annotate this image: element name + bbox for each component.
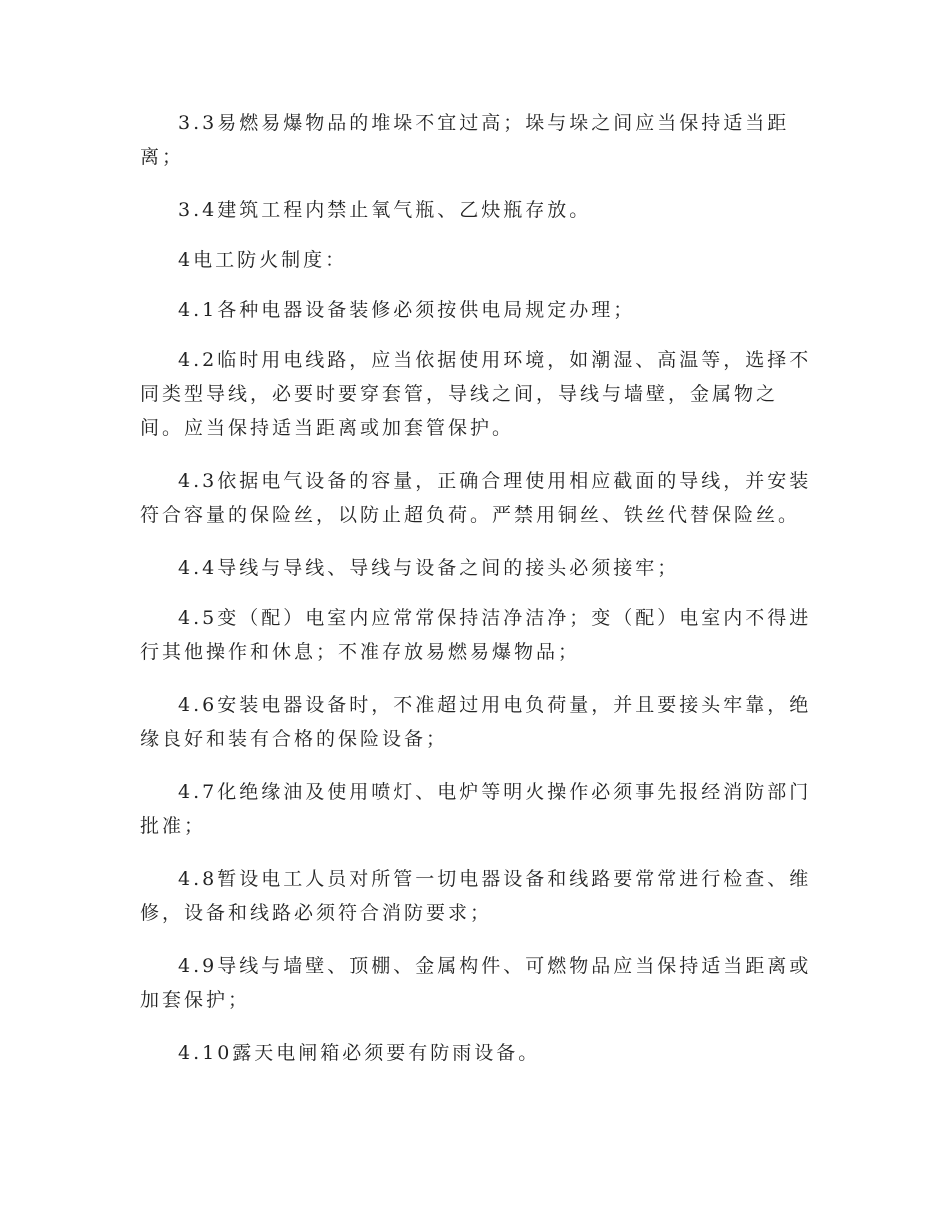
document-body: [140, 106, 812, 1089]
paragraph-3-4: [140, 193, 812, 227]
paragraph-line: 同类型导线，必要时要穿套管，导线之间，导线与墙壁，金属物之: [140, 383, 779, 405]
paragraph-4-8: [140, 862, 812, 930]
paragraph-line: 修，设备和线路必须符合消防要求；: [140, 902, 493, 924]
paragraph-3-3: [140, 106, 812, 174]
paragraph-line: 4.6安装电器设备时，不准超过用电负荷量，并且要接头牢靠，绝: [178, 694, 812, 716]
paragraph-4-1: [140, 293, 812, 327]
paragraph-line: 间。应当保持适当距离或加套管保护。: [140, 417, 515, 439]
paragraph-4-10: [140, 1036, 812, 1070]
paragraph-line: 批准；: [140, 815, 207, 837]
paragraph-line: 4.5变（配）电室内应常常保持洁净洁净；变（配）电室内不得进: [178, 607, 812, 629]
paragraph-line: 行其他操作和休息；不准存放易燃易爆物品；: [140, 641, 581, 663]
paragraph-4-7: [140, 775, 812, 843]
paragraph-line: 4.9导线与墙壁、顶棚、金属构件、可燃物品应当保持适当距离或: [178, 955, 812, 977]
paragraph-line: 4.1各种电器设备装修必须按供电局规定办理；: [178, 299, 636, 321]
paragraph-4-3: [140, 464, 812, 532]
paragraph-line: 4.3依据电气设备的容量，正确合理使用相应截面的导线，并安装: [178, 470, 812, 492]
paragraph-line: 4.4导线与导线、导线与设备之间的接头必须接牢；: [178, 557, 680, 579]
section-heading-4: [140, 243, 812, 277]
paragraph-line: 4.2临时用电线路，应当依据使用环境，如潮湿、高温等，选择不: [178, 349, 812, 371]
paragraph-4-9: [140, 949, 812, 1017]
paragraph-line: 4.8暂设电工人员对所管一切电器设备和线路要常常进行检查、维: [178, 868, 812, 890]
paragraph-4-2: [140, 343, 812, 445]
paragraph-line: 4.10露天电闸箱必须要有防雨设备。: [178, 1042, 541, 1064]
paragraph-line: 加套保护；: [140, 989, 251, 1011]
paragraph-4-4: [140, 551, 812, 585]
paragraph-4-6: [140, 688, 812, 756]
paragraph-line: 3.4建筑工程内禁止氧气瓶、乙炔瓶存放。: [178, 199, 592, 221]
paragraph-line: 离；: [140, 146, 185, 168]
paragraph-line: 4电工防火制度：: [178, 249, 348, 271]
paragraph-4-5: [140, 601, 812, 669]
paragraph-line: 符合容量的保险丝，以防止超负荷。严禁用铜丝、铁丝代替保险丝。: [140, 504, 801, 526]
paragraph-line: 3.3易燃易爆物品的堆垛不宜过高；垛与垛之间应当保持适当距: [178, 112, 790, 134]
paragraph-line: 缘良好和装有合格的保险设备；: [140, 728, 449, 750]
paragraph-line: 4.7化绝缘油及使用喷灯、电炉等明火操作必须事先报经消防部门: [178, 781, 812, 803]
